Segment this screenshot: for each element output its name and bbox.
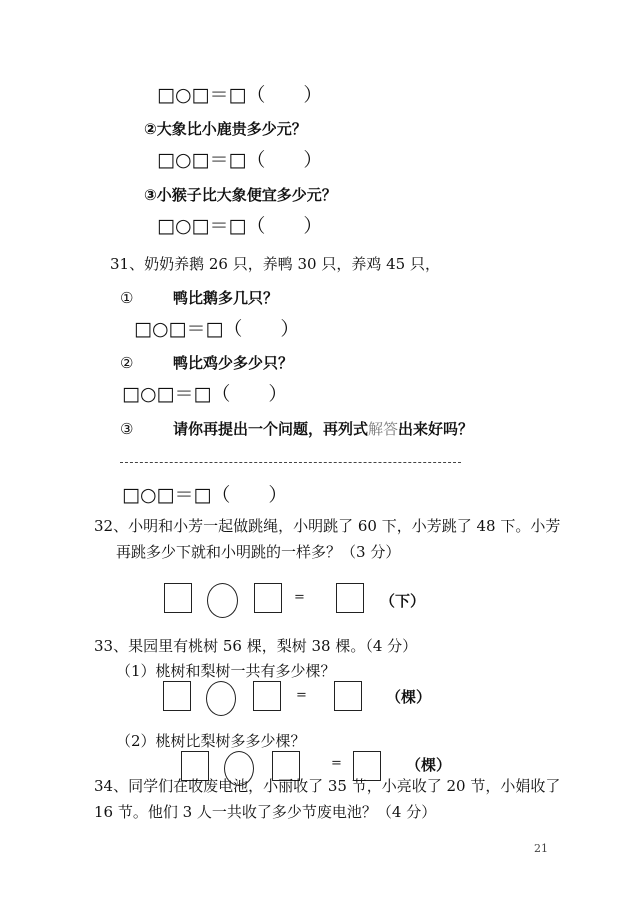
q33-sub-question-1: （1）桃树和梨树一共有多少棵？ bbox=[116, 662, 336, 680]
q31-sub-question-2: 鸭比鸡少多少只？ bbox=[173, 354, 294, 372]
q31-sub-3-text-gray: 解答 bbox=[368, 420, 399, 438]
q33-1-answer-box-2[interactable] bbox=[253, 681, 281, 711]
q32-unit: （下） bbox=[380, 592, 426, 610]
q31-sub-3-number: ③ bbox=[120, 420, 134, 438]
q31-sub-2-number: ② bbox=[120, 354, 134, 372]
q32-result-box[interactable] bbox=[336, 583, 364, 613]
q30-sub-question-2: ②大象比小鹿贵多少元？ bbox=[144, 120, 307, 138]
q32-line-1: 32、小明和小芳一起做跳绳，小明跳了 60 下，小芳跳了 48 下。小芳 bbox=[94, 517, 561, 535]
page-number: 21 bbox=[534, 842, 548, 855]
q31-sub-question-1: 鸭比鹅多几只？ bbox=[173, 289, 279, 307]
q33-stem: 33、果园里有桃树 56 棵，梨树 38 棵。（4 分） bbox=[94, 637, 418, 655]
q31-sub-question-3 bbox=[173, 420, 473, 438]
q33-1-equals-sign: = bbox=[296, 688, 307, 703]
q30-formula-2: □○□＝□（ ） bbox=[157, 149, 323, 171]
q32-operator-circle[interactable] bbox=[207, 583, 238, 618]
q30-sub-question-3: ③小猴子比大象便宜多少元？ bbox=[144, 186, 337, 204]
q32-line-2: 再跳多少下就和小明跳的一样多？（3 分） bbox=[116, 543, 401, 561]
q33-1-result-box[interactable] bbox=[334, 681, 362, 711]
q32-equals-sign: = bbox=[294, 590, 305, 605]
q32-answer-box-1[interactable] bbox=[164, 583, 192, 613]
q33-sub-question-2: （2）桃树比梨树多多少棵？ bbox=[116, 732, 306, 750]
q30-formula-3: □○□＝□（ ） bbox=[157, 215, 323, 237]
q31-formula-1: □○□＝□（ ） bbox=[134, 318, 300, 340]
q34-line-2: 16 节。他们 3 人一共收了多少节废电池？（4 分） bbox=[94, 803, 437, 821]
q31-sub-3-text-a: 请你再提出一个问题，再列式 bbox=[173, 420, 369, 438]
q31-sub-1-number: ① bbox=[120, 289, 134, 307]
q31-formula-2: □○□＝□（ ） bbox=[122, 383, 288, 405]
q31-sub-3-text-b: 出来好吗？ bbox=[398, 420, 474, 438]
q33-2-unit: （棵） bbox=[406, 756, 452, 774]
q33-1-unit: （棵） bbox=[386, 688, 432, 706]
q33-1-operator-circle[interactable] bbox=[206, 681, 236, 716]
q31-stem: 31、奶奶养鹅 26 只，养鸭 30 只，养鸡 45 只， bbox=[110, 255, 440, 273]
q31-formula-3: □○□＝□（ ） bbox=[122, 484, 288, 506]
q30-formula-1: □○□＝□（ ） bbox=[157, 84, 323, 106]
q32-answer-box-2[interactable] bbox=[254, 583, 282, 613]
q33-1-answer-box-1[interactable] bbox=[163, 681, 191, 711]
q33-2-equals-sign: = bbox=[331, 756, 342, 771]
q34-line-1: 34、同学们在收废电池，小丽收了 35 节，小亮收了 20 节，小娟收了 bbox=[94, 777, 561, 795]
answer-dashed-line bbox=[120, 462, 461, 463]
